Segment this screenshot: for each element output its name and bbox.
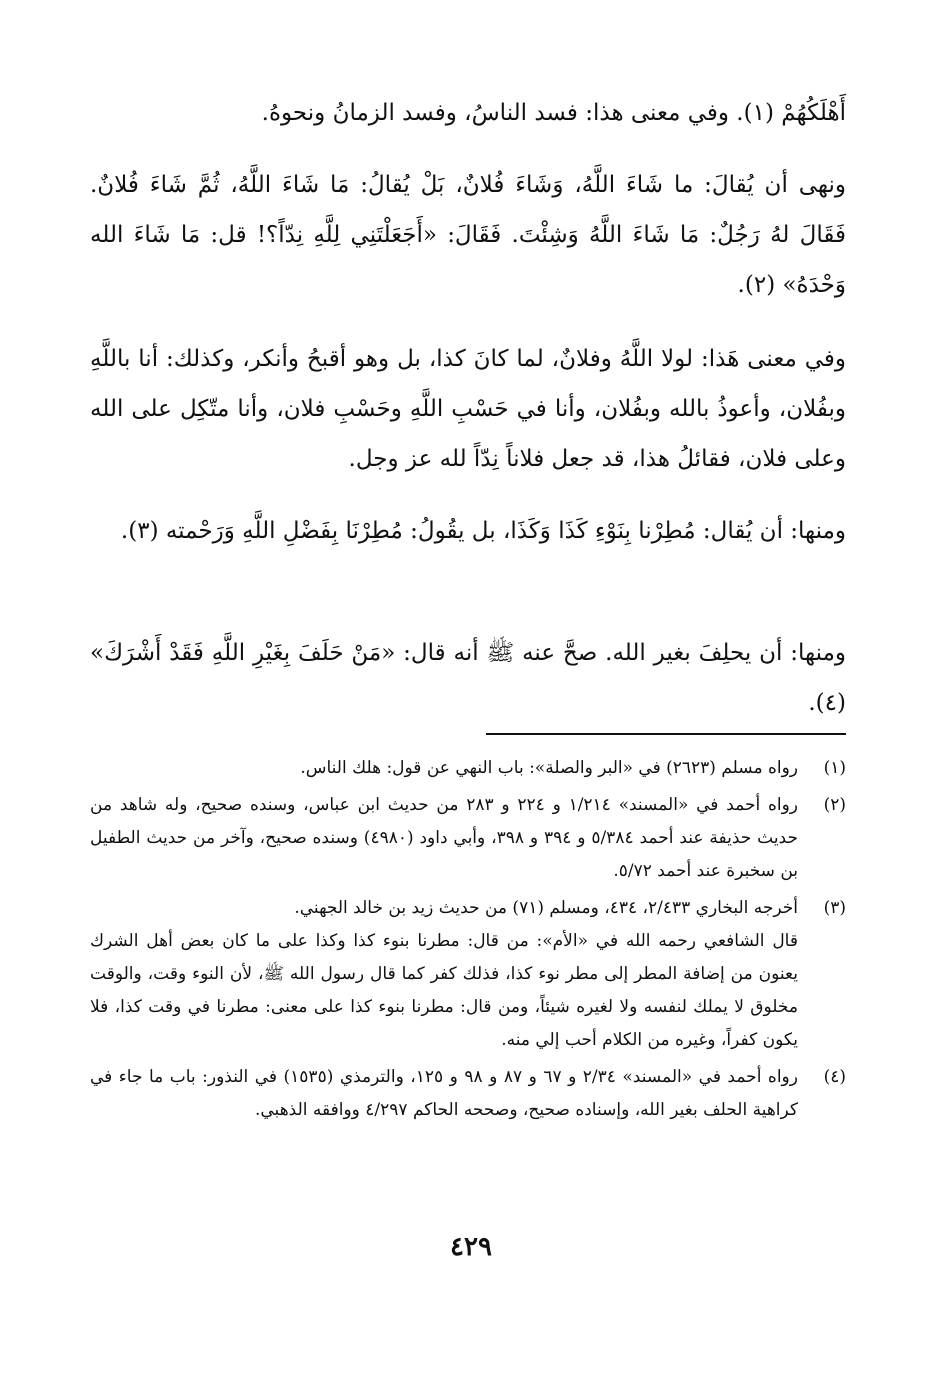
paragraph-4: ومنها: أن يُقال: مُطِرْنا بِنَوْءِ كَذَا وَكَذَا، بل يقُولُ: مُطِرْنَا بِفَضْلِ اللَّهِ وَرَحْمته (٣). (120, 518, 846, 544)
footnote-text: رواه أحمد في «المسند» ٢/٣٤ و ٦٧ و ٨٧ و ٩٨ و ١٢٥، والترمذي (١٥٣٥) في النذور: باب ما جاء في كراهية الحلف بغير الله، وإسناده صحيح، وصححه الحاكم ٤/٢٩٧ ووافقه الذهبي. (90, 1067, 798, 1120)
footnote-number: (١) (823, 758, 846, 778)
footnote-4 (90, 1061, 846, 1127)
footnote-number: (٣) (823, 898, 846, 918)
paragraph-3: وفي معنى هَذا: لولا اللَّهُ وفلانٌ، لما كانَ كذا، بل وهو أقبحُ وأنكر، وكذلك: أنا باللَّهِ وبفُلان، وأعوذُ بالله وبفُلان، وأنا في حَسْبِ اللَّهِ وحَسْبِ فلان، وأنا متّكِل على الله وعلى فلان، فقائلُ هذا، قد جعل فلاناً نِدّاً لله عز وجل. (90, 346, 846, 472)
footnote-2 (90, 789, 846, 888)
footnote-number: (٤) (823, 1067, 846, 1087)
paragraph-1: أَهْلَكُهُمْ (١). وفي معنى هذا: فسد الناسُ، وفسد الزمانُ ونحوهُ. (261, 100, 846, 126)
footnote-text: رواه مسلم (٢٦٢٣) في «البر والصلة»: باب النهي عن قول: هلك الناس. (300, 758, 798, 778)
page-number: ٤٢٩ (450, 1232, 492, 1262)
footnote-commentary: قال الشافعي رحمه الله في «الأم»: من قال: مطرنا بنوء كذا وكذا على ما كان بعض أهل الشرك يعنون من إضافة المطر إلى مطر نوء كذا، فذلك كفر كما قال رسول الله ﷺ، لأن النوء وقت، والوقت مخلوق لا يملك لنفسه ولا لغيره شيئاً، ومن قال: مطرنا بنوء كذا على معنى: مطرنا في وقت كذا، فلا يكون كفراً، وغيره من الكلام أحب إلي منه. (90, 931, 798, 1050)
footnote-text: أخرجه البخاري ٢/٤٣٣، ٤٣٤، ومسلم (٧١) من حديث زيد بن خالد الجهني. (294, 898, 798, 918)
footnote-1 (90, 752, 846, 785)
footnote-3 (90, 892, 846, 1057)
footnotes (90, 752, 846, 1131)
paragraph-5: ومنها: أن يحلِفَ بغير الله. صحَّ عنه ﷺ أنه قال: «مَنْ حَلَفَ بِغَيْرِ اللَّهِ فَقَدْ أَشْرَكَ» (٤). (90, 640, 846, 716)
paragraph-2: ونهى أن يُقالَ: ما شَاءَ اللَّهُ، وَشَاءَ فُلانٌ، بَلْ يُقالُ: مَا شَاءَ اللَّهُ، ثُمَّ شَاءَ فُلانٌ. فَقَالَ لهُ رَجُلٌ: مَا شَاءَ اللَّهُ وَشِئْتَ. فَقَالَ: «أَجَعَلْتَنِي لِلَّهِ نِدّاً؟! قل: مَا شَاءَ الله وَحْدَهُ» (٢). (90, 172, 846, 298)
footnote-text: رواه أحمد في «المسند» ١/٢١٤ و ٢٢٤ و ٢٨٣ من حديث ابن عباس، وسنده صحيح، وله شاهد من حديث حذيفة عند أحمد ٥/٣٨٤ و ٣٩٤ و ٣٩٨، وأبي داود (٤٩٨٠) وسنده صحيح، وآخر من حديث الطفيل بن سخبرة عند أحمد ٥/٧٢. (90, 795, 798, 881)
footnote-body (90, 892, 798, 1057)
footnote-divider (486, 733, 846, 735)
footnote-number: (٢) (823, 795, 846, 815)
